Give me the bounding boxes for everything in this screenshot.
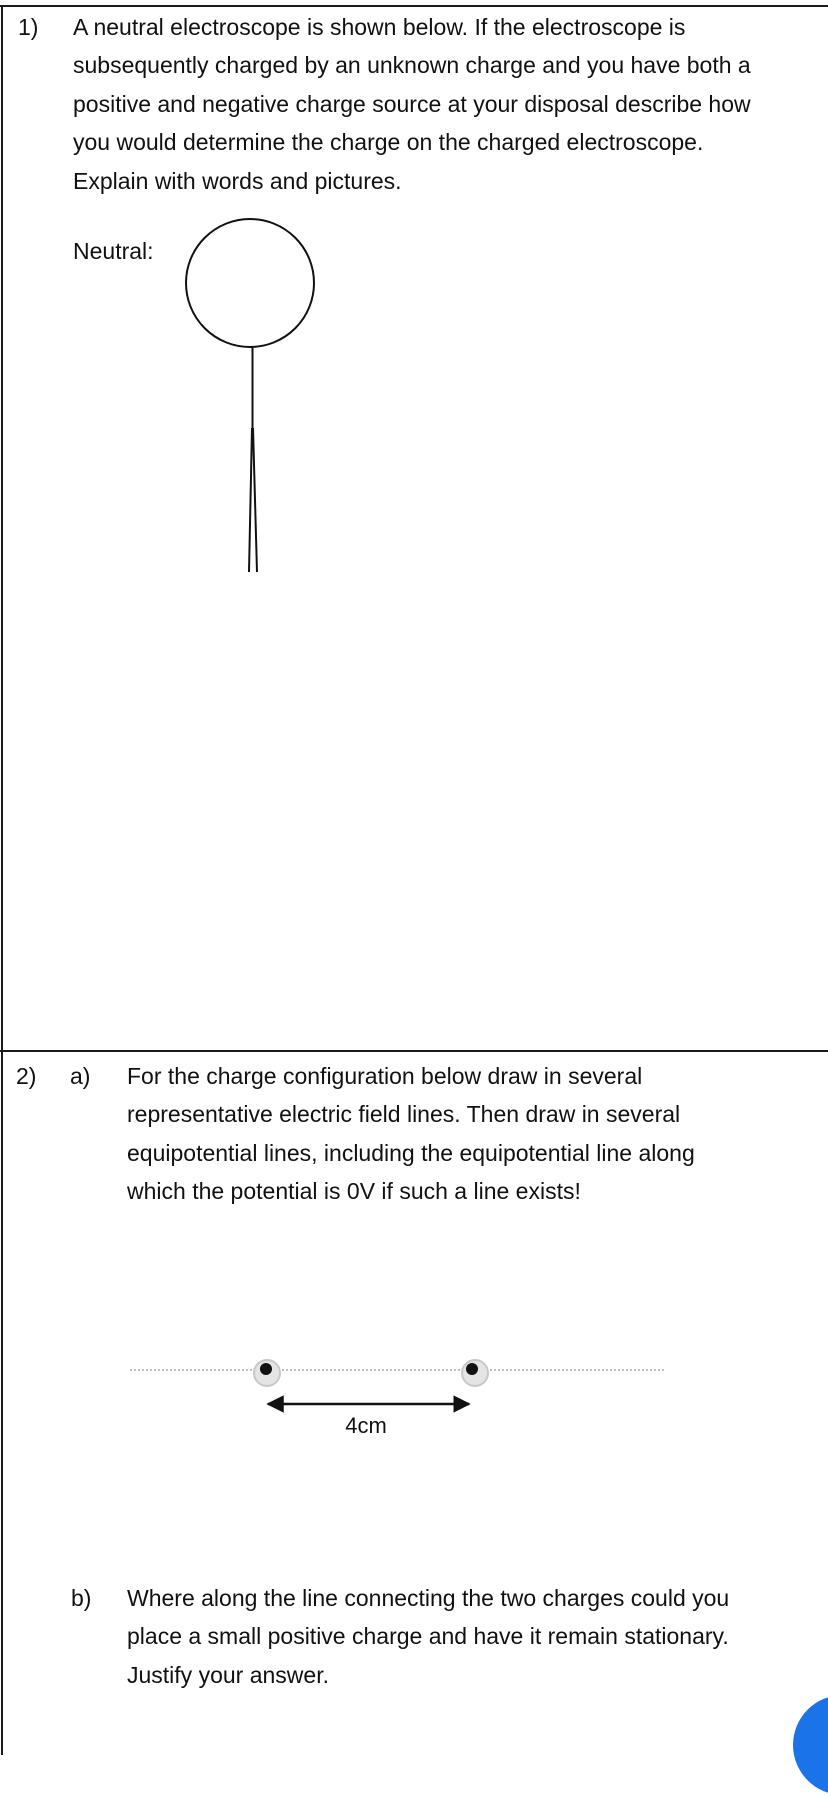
question-1-line: subsequently charged by an unknown charge and you have both a bbox=[73, 52, 751, 78]
left-charge bbox=[254, 1360, 280, 1386]
question-1-number: 1) bbox=[18, 14, 39, 40]
part-a-line: representative electric field lines. Then draw in several bbox=[127, 1101, 681, 1127]
part-b-line: Where along the line connecting the two charges could you bbox=[127, 1585, 730, 1611]
part-a-line: For the charge configuration below draw in several bbox=[127, 1063, 643, 1089]
distance-label: 4cm bbox=[345, 1413, 387, 1438]
part-a-line: which the potential is 0V if such a line exists! bbox=[127, 1178, 581, 1204]
part-b-line: place a small positive charge and have it remain stationary. bbox=[127, 1623, 729, 1649]
right-charge bbox=[462, 1360, 488, 1386]
part-b-letter: b) bbox=[71, 1585, 92, 1611]
part-a-line: equipotential lines, including the equipotential line along bbox=[127, 1140, 695, 1166]
part-a-letter: a) bbox=[70, 1063, 91, 1089]
question-1-line: positive and negative charge source at your disposal describe how bbox=[73, 91, 751, 117]
electroscope-figure-label: Neutral: bbox=[73, 238, 154, 264]
question-1-line: A neutral electroscope is shown below. If the electroscope is bbox=[73, 14, 686, 40]
right-charge-dot bbox=[466, 1363, 478, 1375]
question-2-number: 2) bbox=[16, 1063, 37, 1089]
part-b-line: Justify your answer. bbox=[127, 1662, 329, 1688]
left-charge-dot bbox=[260, 1363, 272, 1375]
question-1-line: you would determine the charge on the charged electroscope. bbox=[73, 129, 704, 155]
question-1-line: Explain with words and pictures. bbox=[73, 168, 402, 194]
